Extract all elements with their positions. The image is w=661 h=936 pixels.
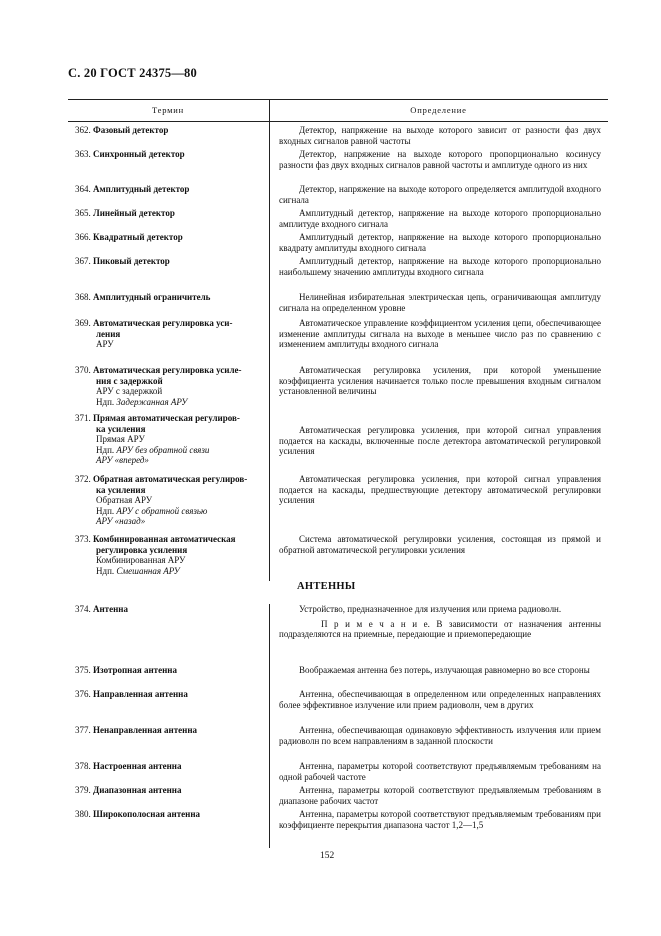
term-367 (75, 256, 265, 267)
term-371 (75, 413, 265, 466)
definition-369: Автоматическое управление коэффициентом усиления цепи, обеспечивающее изменение амплитуды сигнала на выходе в меньшее число раз по сравнению с изменением амплитуды входного сигнала (279, 318, 601, 349)
term-number: 368. (75, 292, 91, 302)
term-name: Антенна (93, 604, 128, 614)
definition-364: Детектор, напряжение на выходе которого определяется амплитудой входного сигнала (279, 184, 601, 205)
term-number: 373. (75, 534, 91, 544)
definition-372: Автоматическая регулировка усиления, при которой сигнал управления подается на каскады, предшествующие детектору автоматической регулировки усиления (279, 474, 601, 505)
page-number: 152 (320, 851, 335, 861)
definition-374: Устройство, предназначенное для излучения или приема радиоволн. П р и м е ч а н и е. В зависимости от назначения антенны подразделяются на приемные, передающие и приемопередающие (279, 604, 601, 639)
ndp-label: Ндп. (96, 565, 115, 576)
term-number: 366. (75, 232, 91, 242)
term-377 (75, 725, 265, 736)
term-name: Автоматическая регулировка уси- (93, 318, 233, 328)
ndp-label: Ндп. (96, 396, 115, 407)
term-368 (75, 292, 265, 303)
term-number: 369. (75, 318, 91, 328)
ndp-term: АРУ «назад» (96, 516, 146, 526)
term-373 (75, 534, 265, 576)
column-divider (269, 604, 270, 848)
term-name: Обратная автоматическая регулиров- (93, 474, 248, 484)
term-375 (75, 665, 265, 676)
term-363 (75, 149, 265, 160)
term-379 (75, 785, 265, 796)
term-name-continued: ления (96, 328, 121, 339)
term-number: 370. (75, 365, 91, 375)
term-number: 362. (75, 125, 91, 135)
column-header-term: Термин (151, 105, 185, 115)
term-number: 365. (75, 208, 91, 218)
definition-363: Детектор, напряжение на выходе которого пропорционально косинусу разности фаз двух входных сигналов равной частоты и амплитуде одного из них (279, 149, 601, 170)
term-name: Изотропная антенна (93, 665, 177, 675)
term-name: Автоматическая регулировка усиле- (93, 365, 242, 375)
term-374 (75, 604, 265, 615)
column-divider (269, 120, 270, 581)
definition-368: Нелинейная избирательная электрическая цепь, ограничивающая амплитуду сигнала на определенном уровне (279, 292, 601, 313)
definition-376: Антенна, обеспечивающая в определенном или определенных направлениях более эффективное излучение или прием радиоволн, чем в других (279, 689, 601, 710)
definition-365: Амплитудный детектор, напряжение на выходе которого пропорционально амплитуде входного сигнала (279, 208, 601, 229)
definition-370: Автоматическая регулировка усиления, при которой уменьшение коэффициента усиления начинается только после превышения входным сигналом установленной величины (279, 365, 601, 396)
term-number: 377. (75, 725, 91, 735)
term-366 (75, 232, 265, 243)
term-number: 375. (75, 665, 91, 675)
term-number: 372. (75, 474, 91, 484)
term-synonym: Комбинированная АРУ (96, 555, 186, 565)
definition-378: Антенна, параметры которой соответствуют предъявляемым требованиям на одной рабочей частоте (279, 761, 601, 782)
term-378 (75, 761, 265, 772)
term-name: Фазовый детектор (93, 125, 169, 135)
term-number: 376. (75, 689, 91, 699)
term-365 (75, 208, 265, 219)
term-name: Комбинированная автоматическая (93, 534, 236, 544)
term-synonym: АРУ (96, 339, 114, 349)
ndp-label: Ндп. (96, 505, 115, 516)
definition-375: Воображаемая антенна без потерь, излучающая равномерно во все стороны (299, 665, 590, 675)
definition-380: Антенна, параметры которой соответствуют предъявляемым требованиям при коэффициенте перекрытия диапазона частот 1,2—1,5 (279, 809, 601, 830)
term-name: Амплитудный ограничитель (93, 292, 211, 302)
definition-379: Антенна, параметры которой соответствуют предъявляемым требованиям в диапазоне рабочих частот (279, 785, 601, 806)
term-369 (75, 318, 265, 350)
definition-373: Система автоматической регулировки усиления, состоящая из прямой и обратной автоматической регулировки усиления (279, 534, 601, 555)
definition-371: Автоматическая регулировка усиления, при которой сигнал управления подается на каскады, включенные после детектора автоматической регулировкой усиления (279, 425, 601, 456)
term-number: 367. (75, 256, 91, 266)
term-number: 379. (75, 785, 91, 795)
ndp-label: Ндп. (96, 444, 115, 455)
term-372 (75, 474, 265, 527)
term-number: 364. (75, 184, 91, 194)
term-name: Настроенная антенна (93, 761, 182, 771)
term-name: Диапазонная антенна (93, 785, 182, 795)
ndp-term: АРУ без обратной связи (116, 444, 210, 455)
column-header-definition: Определение (410, 105, 467, 115)
term-name: Направленная антенна (93, 689, 188, 699)
term-name: Синхронный детектор (93, 149, 185, 159)
term-name: Амплитудный детектор (93, 184, 190, 194)
definition-366: Амплитудный детектор, напряжение на выходе которого пропорционально квадрату амплитуды входного сигнала (279, 232, 601, 253)
term-name-continued: регулировка усиления (96, 544, 188, 555)
term-name-continued: ка усиления (96, 423, 146, 434)
term-364 (75, 184, 265, 195)
term-number: 374. (75, 604, 91, 614)
ndp-term: АРУ «вперед» (96, 455, 149, 465)
ndp-term: АРУ с обратной связью (116, 505, 208, 516)
term-number: 380. (75, 809, 91, 819)
term-380 (75, 809, 265, 820)
term-number: 363. (75, 149, 91, 159)
page-header: С. 20 ГОСТ 24375—80 (68, 66, 197, 80)
term-name-continued: ния с задержкой (96, 375, 163, 386)
term-number: 378. (75, 761, 91, 771)
term-362 (75, 125, 265, 136)
term-synonym: АРУ с задержкой (96, 386, 163, 396)
term-name: Широкополосная антенна (93, 809, 201, 819)
note: П р и м е ч а н и е. В зависимости от назначения антенны подразделяются на приемные, передающие и приемопередающие (279, 618, 601, 639)
table-header (68, 99, 608, 122)
term-376 (75, 689, 265, 700)
term-name: Прямая автоматическая регулиров- (93, 413, 240, 423)
ndp-term: Задержанная АРУ (116, 396, 188, 407)
term-370 (75, 365, 265, 407)
ndp-term: Смешанная АРУ (116, 565, 180, 576)
term-synonym: Обратная АРУ (96, 495, 153, 505)
term-name: Линейный детектор (93, 208, 175, 218)
definition-367: Амплитудный детектор, напряжение на выходе которого пропорционально наибольшему значению амплитуды входного сигнала (279, 256, 601, 277)
term-number: 371. (75, 413, 91, 423)
term-synonym: Прямая АРУ (96, 434, 145, 444)
term-name: Квадратный детектор (93, 232, 183, 242)
definition-377: Антенна, обеспечивающая одинаковую эффективность излучения или прием радиоволн по всем направлениям в заданной плоскости (279, 725, 601, 746)
section-title: АНТЕННЫ (297, 581, 356, 592)
term-name: Пиковый детектор (93, 256, 170, 266)
term-name-continued: ка усиления (96, 484, 146, 495)
term-name: Ненаправленная антенна (93, 725, 198, 735)
definition-362: Детектор, напряжение на выходе которого зависит от разности фаз двух входных сигналов равной частоты (279, 125, 601, 146)
